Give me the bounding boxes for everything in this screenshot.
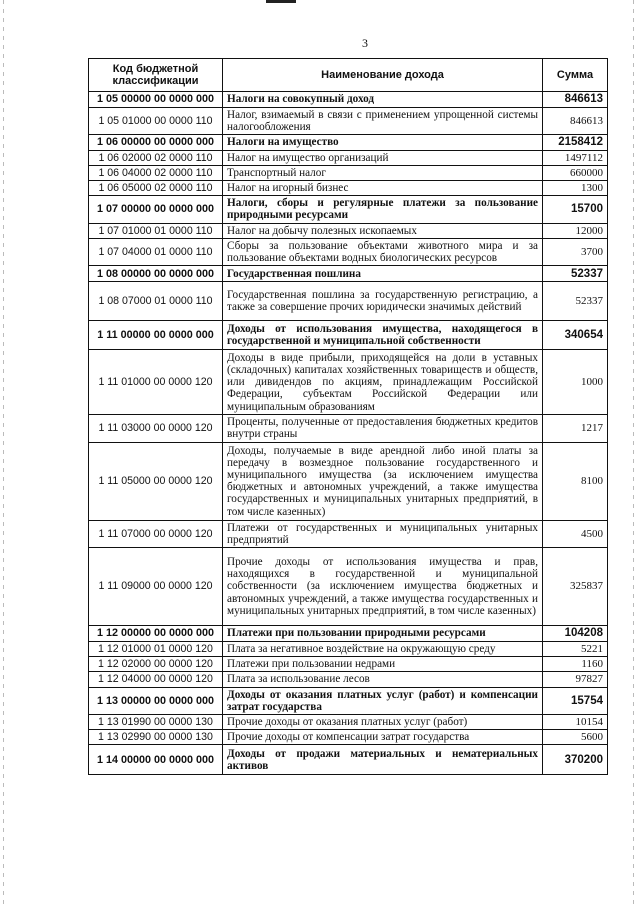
table-row bbox=[89, 415, 608, 442]
row-sum: 104208 bbox=[543, 626, 608, 642]
table-row bbox=[89, 730, 608, 745]
row-code: 1 13 02990 00 0000 130 bbox=[89, 730, 223, 745]
row-name: Налоги на имущество bbox=[223, 135, 543, 150]
row-sum: 10154 bbox=[543, 715, 608, 730]
row-sum: 370200 bbox=[543, 745, 608, 775]
scan-right-edge bbox=[633, 0, 634, 905]
row-code: 1 12 00000 00 0000 000 bbox=[89, 626, 223, 642]
row-name: Проценты, полученные от предоставления бюджетных кредитов внутри страны bbox=[223, 415, 543, 442]
row-code: 1 05 01000 00 0000 110 bbox=[89, 108, 223, 135]
table-row bbox=[89, 520, 608, 547]
table-row bbox=[89, 108, 608, 135]
header-name: Наименование дохода bbox=[223, 59, 543, 92]
row-code: 1 06 00000 00 0000 000 bbox=[89, 135, 223, 150]
row-code: 1 06 04000 02 0000 110 bbox=[89, 165, 223, 180]
row-sum: 2158412 bbox=[543, 135, 608, 150]
table-row bbox=[89, 92, 608, 108]
row-name: Платежи при пользовании природными ресурсами bbox=[223, 626, 543, 642]
page-number: 3 bbox=[362, 36, 368, 50]
table-row bbox=[89, 282, 608, 321]
row-code: 1 06 02000 02 0000 110 bbox=[89, 150, 223, 165]
row-sum: 340654 bbox=[543, 321, 608, 350]
row-name: Налог на игорный бизнес bbox=[223, 181, 543, 196]
row-name: Налог на добычу полезных ископаемых bbox=[223, 223, 543, 238]
table-row bbox=[89, 687, 608, 714]
table-row bbox=[89, 672, 608, 687]
table-row bbox=[89, 548, 608, 626]
row-sum: 1497112 bbox=[543, 150, 608, 165]
row-name: Налог на имущество организаций bbox=[223, 150, 543, 165]
header-code: Код бюджетной классификации bbox=[89, 59, 223, 92]
row-name: Плата за негативное воздействие на окружающую среду bbox=[223, 642, 543, 657]
row-name: Прочие доходы от использования имущества и прав, находящихся в государственной и муниципальной собственности (за исключением имущества бюджетных и автономных учреждений, а также имущества государственных и муниципальных унитарных предприятий, в том числе казенных) bbox=[223, 548, 543, 626]
row-sum: 325837 bbox=[543, 548, 608, 626]
row-sum: 660000 bbox=[543, 165, 608, 180]
scan-top-mark bbox=[266, 0, 296, 3]
row-sum: 52337 bbox=[543, 266, 608, 282]
table-row bbox=[89, 657, 608, 672]
row-name: Государственная пошлина bbox=[223, 266, 543, 282]
table-row bbox=[89, 321, 608, 350]
row-name: Доходы от продажи материальных и нематериальных активов bbox=[223, 745, 543, 775]
row-sum: 1160 bbox=[543, 657, 608, 672]
row-name: Платежи от государственных и муниципальных унитарных предприятий bbox=[223, 520, 543, 547]
row-name: Прочие доходы от компенсации затрат государства bbox=[223, 730, 543, 745]
row-sum: 5221 bbox=[543, 642, 608, 657]
table-row bbox=[89, 442, 608, 520]
row-name: Сборы за пользование объектами животного мира и за пользование объектами водных биологических ресурсов bbox=[223, 238, 543, 265]
row-code: 1 07 01000 01 0000 110 bbox=[89, 223, 223, 238]
row-name: Платежи при пользовании недрами bbox=[223, 657, 543, 672]
row-sum: 15700 bbox=[543, 196, 608, 223]
row-name: Доходы от использования имущества, находящегося в государственной и муниципальной собственности bbox=[223, 321, 543, 350]
row-name: Налоги на совокупный доход bbox=[223, 92, 543, 108]
table-row bbox=[89, 196, 608, 223]
row-name: Прочие доходы от оказания платных услуг (работ) bbox=[223, 715, 543, 730]
row-name: Транспортный налог bbox=[223, 165, 543, 180]
row-sum: 846613 bbox=[543, 108, 608, 135]
row-name: Доходы, получаемые в виде арендной либо иной платы за передачу в возмездное пользование государственного и муниципального имущества (за исключением имущества бюджетных и автономных учреждений, а также имущества государственных и муниципальных унитарных предприятий, в том числе казенных) bbox=[223, 442, 543, 520]
row-name: Плата за использование лесов bbox=[223, 672, 543, 687]
row-code: 1 13 00000 00 0000 000 bbox=[89, 687, 223, 714]
row-code: 1 11 07000 00 0000 120 bbox=[89, 520, 223, 547]
row-code: 1 12 04000 00 0000 120 bbox=[89, 672, 223, 687]
table-row bbox=[89, 626, 608, 642]
table-row bbox=[89, 266, 608, 282]
table-row bbox=[89, 642, 608, 657]
row-sum: 1217 bbox=[543, 415, 608, 442]
scan-left-edge bbox=[3, 0, 4, 905]
row-name: Доходы от оказания платных услуг (работ) и компенсации затрат государства bbox=[223, 687, 543, 714]
row-sum: 4500 bbox=[543, 520, 608, 547]
row-code: 1 07 00000 00 0000 000 bbox=[89, 196, 223, 223]
table-header-row bbox=[89, 59, 608, 92]
row-sum: 1300 bbox=[543, 181, 608, 196]
table-row bbox=[89, 135, 608, 150]
row-sum: 97827 bbox=[543, 672, 608, 687]
row-sum: 12000 bbox=[543, 223, 608, 238]
row-code: 1 14 00000 00 0000 000 bbox=[89, 745, 223, 775]
row-code: 1 06 05000 02 0000 110 bbox=[89, 181, 223, 196]
table-row bbox=[89, 181, 608, 196]
row-sum: 3700 bbox=[543, 238, 608, 265]
table-row bbox=[89, 165, 608, 180]
row-code: 1 11 05000 00 0000 120 bbox=[89, 442, 223, 520]
row-name: Налоги, сборы и регулярные платежи за пользование природными ресурсами bbox=[223, 196, 543, 223]
row-code: 1 08 00000 00 0000 000 bbox=[89, 266, 223, 282]
row-code: 1 12 02000 00 0000 120 bbox=[89, 657, 223, 672]
row-sum: 5600 bbox=[543, 730, 608, 745]
table-row bbox=[89, 238, 608, 265]
table-row bbox=[89, 350, 608, 415]
row-code: 1 12 01000 01 0000 120 bbox=[89, 642, 223, 657]
row-sum: 52337 bbox=[543, 282, 608, 321]
header-sum: Сумма bbox=[543, 59, 608, 92]
table-row bbox=[89, 715, 608, 730]
revenue-table bbox=[88, 58, 608, 775]
row-code: 1 05 00000 00 0000 000 bbox=[89, 92, 223, 108]
row-code: 1 11 09000 00 0000 120 bbox=[89, 548, 223, 626]
row-name: Доходы в виде прибыли, приходящейся на доли в уставных (складочных) капиталах хозяйственных товариществ и обществ, или дивидендов по акциям, принадлежащим Российской Федерации, субъектам Российской Федерации или муниципальным образованиям bbox=[223, 350, 543, 415]
row-sum: 846613 bbox=[543, 92, 608, 108]
row-code: 1 11 03000 00 0000 120 bbox=[89, 415, 223, 442]
table-row bbox=[89, 745, 608, 775]
table-body bbox=[89, 92, 608, 775]
row-name: Государственная пошлина за государственную регистрацию, а также за совершение прочих юридически значимых действий bbox=[223, 282, 543, 321]
row-code: 1 13 01990 00 0000 130 bbox=[89, 715, 223, 730]
row-code: 1 11 00000 00 0000 000 bbox=[89, 321, 223, 350]
row-code: 1 08 07000 01 0000 110 bbox=[89, 282, 223, 321]
row-sum: 1000 bbox=[543, 350, 608, 415]
row-name: Налог, взимаемый в связи с применением упрощенной системы налогообложения bbox=[223, 108, 543, 135]
row-sum: 15754 bbox=[543, 687, 608, 714]
row-code: 1 11 01000 00 0000 120 bbox=[89, 350, 223, 415]
table-row bbox=[89, 150, 608, 165]
row-code: 1 07 04000 01 0000 110 bbox=[89, 238, 223, 265]
row-sum: 8100 bbox=[543, 442, 608, 520]
table-row bbox=[89, 223, 608, 238]
